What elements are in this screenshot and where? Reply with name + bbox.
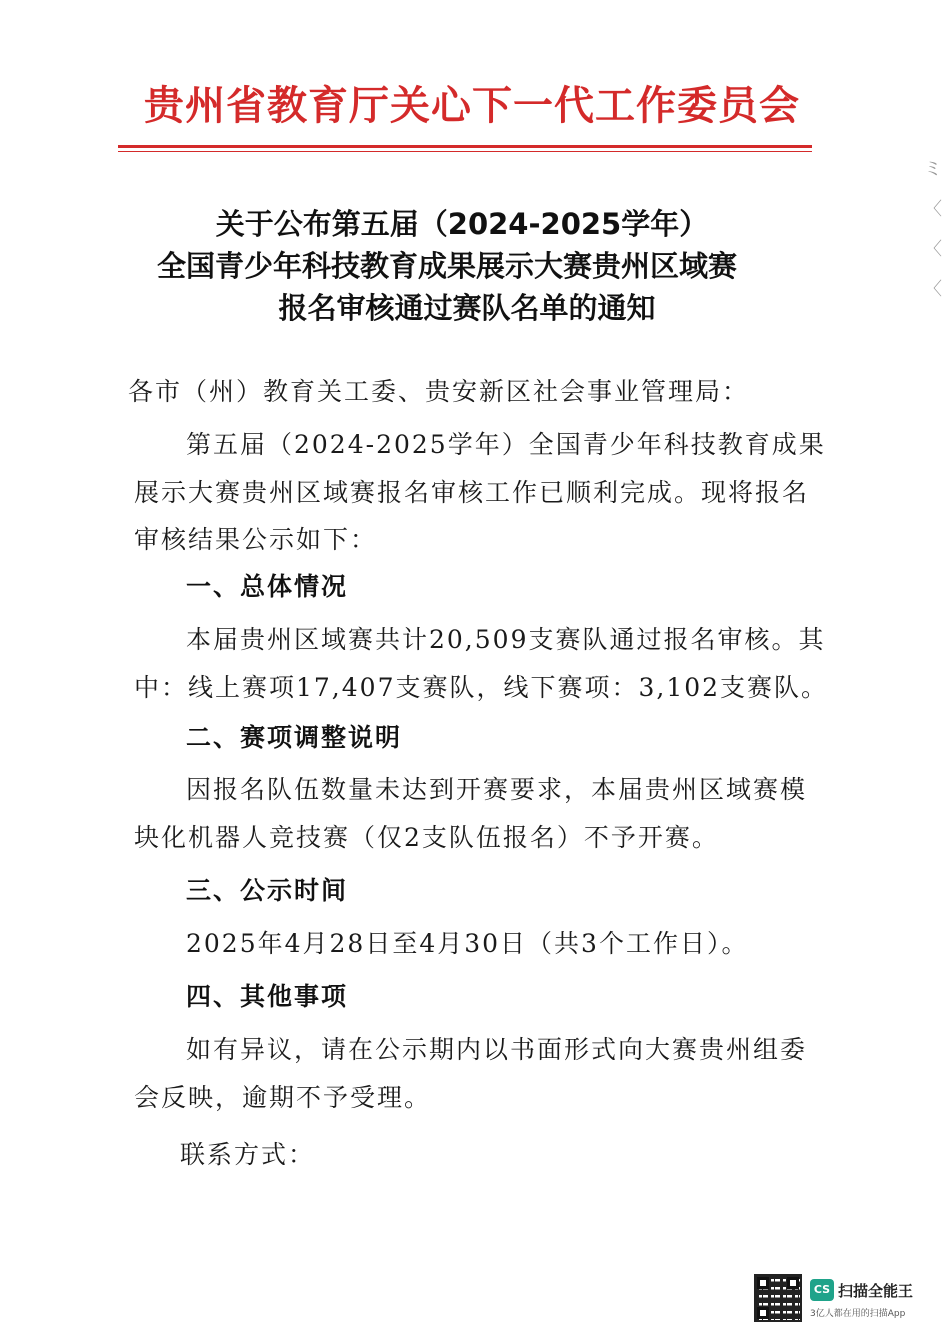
contact-label: 联系方式：: [180, 1140, 316, 1169]
section-heading-overview: 一、总体情况: [186, 572, 349, 601]
section-heading-other-matters: 四、其他事项: [186, 982, 349, 1011]
other-matters-line-2: 会反映，逾期不予受理。: [134, 1083, 432, 1112]
letterhead-rule-thin: [118, 151, 812, 152]
salutation: 各市（州）教育关工委、贵安新区社会事业管理局：: [128, 377, 750, 406]
overview-line-1: 本届贵州区域赛共计20,509支赛队通过报名审核。其: [186, 625, 826, 654]
camscanner-logo-icon: CS: [810, 1279, 834, 1301]
document-title-line-3: 报名审核通过赛队名单的通知: [278, 291, 656, 325]
intro-line-1: 第五届（2024-2025学年）全国青少年科技教育成果: [186, 430, 826, 459]
camscanner-tagline: 3亿人都在用的扫描App: [810, 1309, 906, 1319]
document-title-line-1: 关于公布第五届（2024-2025学年）: [215, 207, 709, 241]
side-marks: ミ 〈 〈 〈: [924, 159, 942, 300]
letterhead-title: 贵州省教育厅关心下一代工作委员会: [144, 82, 800, 129]
letterhead-rule-thick: [118, 145, 812, 148]
camscanner-app-name: 扫描全能王: [838, 1282, 914, 1300]
qr-corner: [757, 1277, 769, 1289]
intro-line-2: 展示大赛贵州区域赛报名审核工作已顺利完成。现将报名: [134, 478, 810, 507]
intro-line-3: 审核结果公示如下：: [134, 525, 378, 554]
section-heading-adjustment: 二、赛项调整说明: [186, 723, 403, 752]
section-heading-publicity-period: 三、公示时间: [186, 876, 349, 905]
overview-line-2: 中：线上赛项17,407支赛队，线下赛项：3,102支赛队。: [134, 673, 829, 702]
qr-corner: [787, 1277, 799, 1289]
qr-code: [754, 1274, 802, 1322]
adjustment-line-1: 因报名队伍数量未达到开赛要求，本届贵州区域赛模: [186, 775, 808, 804]
other-matters-line-1: 如有异议，请在公示期内以书面形式向大赛贵州组委: [186, 1035, 808, 1064]
publicity-period-line-1: 2025年4月28日至4月30日（共3个工作日）。: [186, 929, 749, 958]
qr-corner: [757, 1307, 769, 1319]
document-title-line-2: 全国青少年科技教育成果展示大赛贵州区域赛: [156, 249, 737, 283]
adjustment-line-2: 块化机器人竞技赛（仅2支队伍报名）不予开赛。: [134, 823, 719, 852]
